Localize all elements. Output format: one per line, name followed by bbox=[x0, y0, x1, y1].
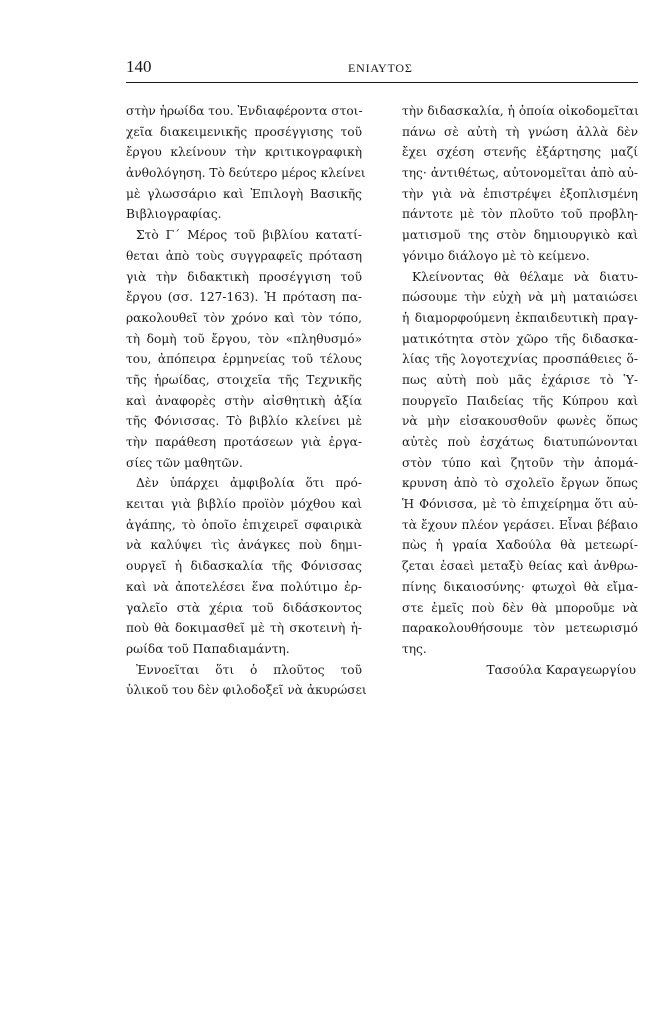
text-line: νὰ μὴν εἰσακουσθοῦν φωνὲς ὅπως bbox=[402, 414, 638, 429]
text-line: πίνης δικαιοσύνης· φτωχοὶ θὰ εἴμα- bbox=[402, 579, 638, 594]
text-line: τὴ δομὴ τοῦ ἔργου, τὸν «πληθυσμό» bbox=[126, 331, 362, 346]
text-line: πὼς ἡ γραία Χαδούλα θὰ μετεωρί- bbox=[402, 538, 638, 553]
text-line: τῆς ἡρωίδας, στοιχεῖα τῆς Τεχνικῆς bbox=[126, 372, 362, 387]
running-title: ΕΝΙΑΥΤΟΣ bbox=[348, 61, 413, 75]
text-line: πως αὐτὴ ποὺ μᾶς ἐχάρισε τὸ Ὑ- bbox=[402, 372, 638, 387]
text-line: γαλεῖο στὰ χέρια τοῦ διδάσκοντος bbox=[126, 600, 362, 615]
text-line: παρακολουθήσουμε τὸν μετεωρισμό bbox=[402, 621, 638, 636]
text-line: θεται ἀπὸ τοὺς συγγραφεῖς πρόταση bbox=[126, 248, 362, 263]
text-line: ματικότητα στὸν χῶρο τῆς διδασκα- bbox=[402, 331, 638, 346]
text-line: ἔργου κλείνουν τὴν κριτικογραφικὴ bbox=[126, 145, 362, 160]
right-text-column bbox=[402, 101, 638, 680]
text-line: της· ἀντιθέτως, αὐτονομεῖται ἀπὸ αὐ- bbox=[402, 166, 638, 181]
text-line: της. bbox=[402, 641, 427, 656]
text-line: χεῖα διακειμενικῆς προσέγγισης τοῦ bbox=[126, 124, 362, 139]
text-line: ἔργου (σσ. 127-163). Ἡ πρόταση πα- bbox=[126, 290, 362, 305]
text-line: ὑλικοῦ του δὲν φιλοδοξεῖ νὰ ἀκυρώσει bbox=[126, 683, 367, 698]
text-line: Ἡ Φόνισσα, μὲ τὸ ἐπιχείρημα ὅτι αὐ- bbox=[402, 497, 638, 512]
text-line: κρυνση ἀπὸ τὸ σχολεῖο ἔργων ὅπως bbox=[402, 476, 638, 491]
text-line: Στὸ Γ΄ Μέρος τοῦ βιβλίου κατατί- bbox=[136, 228, 362, 243]
text-line: ἀνθολόγηση. Τὸ δεύτερο μέρος κλείνει bbox=[126, 166, 366, 181]
text-line: Ἐννοεῖται ὅτι ὁ πλοῦτος τοῦ bbox=[136, 662, 362, 677]
text-line: ρακολουθεῖ τὸν χρόνο καὶ τὸν τόπο, bbox=[126, 310, 362, 325]
text-line: ρωίδα τοῦ Παπαδιαμάντη. bbox=[126, 641, 290, 656]
text-line: μὲ γλωσσάριο καὶ Ἐπιλογὴ Βασικῆς bbox=[126, 186, 362, 201]
text-line: σίες τῶν μαθητῶν. bbox=[126, 455, 243, 470]
text-line: ουργεῖ ἡ διδασκαλία τῆς Φόνισσας bbox=[126, 559, 362, 574]
text-line: του, ἀπόπειρα ἑρμηνείας τοῦ τέλους bbox=[126, 352, 362, 367]
text-line: νὰ καλύψει τὶς ἀνάγκες ποὺ δημι- bbox=[126, 538, 362, 553]
text-line: αὐτὲς ποὺ ἐσχάτως διατυπώνονται bbox=[402, 435, 638, 449]
text-line: πώσουμε τὴν εὐχὴ νὰ μὴ ματαιώσει bbox=[402, 290, 638, 305]
text-line: Βιβλιογραφίας. bbox=[126, 207, 222, 222]
text-line: γιὰ τὴν διδακτικὴ προσέγγιση τοῦ bbox=[126, 269, 362, 284]
author-signature: Τασούλα Καραγεωργίου bbox=[486, 662, 636, 677]
left-text-column bbox=[126, 101, 367, 701]
header-rule bbox=[126, 82, 638, 83]
text-line: καὶ ἀναφορὲς στὴν αἰσθητικὴ ἀξία bbox=[126, 393, 362, 408]
page-number: 140 bbox=[126, 57, 152, 76]
text-line: στὸν τύπο καὶ ζητοῦν τὴν ἀπομά- bbox=[402, 455, 638, 470]
text-line: τῆς Φόνισσας. Τὸ βιβλίο κλείνει μὲ bbox=[126, 414, 362, 429]
text-line: στε ἐμεῖς ποὺ δὲν θὰ μποροῦμε νὰ bbox=[402, 600, 638, 615]
text-line: τὴν γιὰ νὰ ἐπιστρέψει ἐξοπλισμένη bbox=[402, 186, 638, 201]
page-header bbox=[126, 56, 638, 82]
text-line: ματισμοῦ της στὸν δημιουργικὸ καὶ bbox=[402, 228, 638, 243]
text-line: τὰ ἔχουν πλέον γεράσει. Εἶναι βέβαιο bbox=[402, 517, 638, 532]
text-line: κειται γιὰ βιβλίο προϊὸν μόχθου καὶ bbox=[126, 497, 362, 512]
text-line: ἡ διαμορφούμενη ἐκπαιδευτικὴ πραγ- bbox=[402, 310, 638, 325]
text-line: ἀγάπης, τὸ ὁποῖο ἐπιχειρεῖ σφαιρικὰ bbox=[126, 517, 362, 532]
text-line: ζεται ἐσαεὶ μεταξὺ θείας καὶ ἀνθρω- bbox=[402, 559, 638, 574]
text-line: ποὺ θὰ δοκιμασθεῖ μὲ τὴ σκοτεινὴ ἡ- bbox=[126, 621, 362, 636]
text-line: Δὲν ὑπάρχει ἀμφιβολία ὅτι πρό- bbox=[136, 476, 362, 491]
text-line: πάνω σὲ αὐτὴ τὴ γνώση ἀλλὰ δὲν bbox=[402, 124, 638, 139]
text-line: πουργεῖο Παιδείας τῆς Κύπρου καὶ bbox=[402, 393, 638, 408]
text-line: καὶ νὰ ἀποτελέσει ἕνα πολύτιμο ἐρ- bbox=[126, 579, 362, 594]
text-line: γόνιμο διάλογο μὲ τὸ κείμενο. bbox=[402, 248, 590, 263]
text-line: λίας τῆς λογοτεχνίας προσπάθειες ὅ- bbox=[402, 352, 638, 367]
text-line: τὴν παράθεση προτάσεων γιὰ ἐργα- bbox=[126, 435, 362, 449]
text-line: ἔχει σχέση στενῆς ἐξάρτησης μαζί bbox=[402, 145, 638, 160]
text-line: τὴν διδασκαλία, ἡ ὁποία οἰκοδομεῖται bbox=[402, 104, 639, 118]
text-line: στὴν ἡρωίδα του. Ἐνδιαφέροντα στοι- bbox=[126, 104, 363, 118]
text-line: Κλείνοντας θὰ θέλαμε νὰ διατυ- bbox=[412, 269, 638, 284]
text-line: πάντοτε μὲ τὸν πλοῦτο τοῦ προβλη- bbox=[402, 207, 638, 222]
